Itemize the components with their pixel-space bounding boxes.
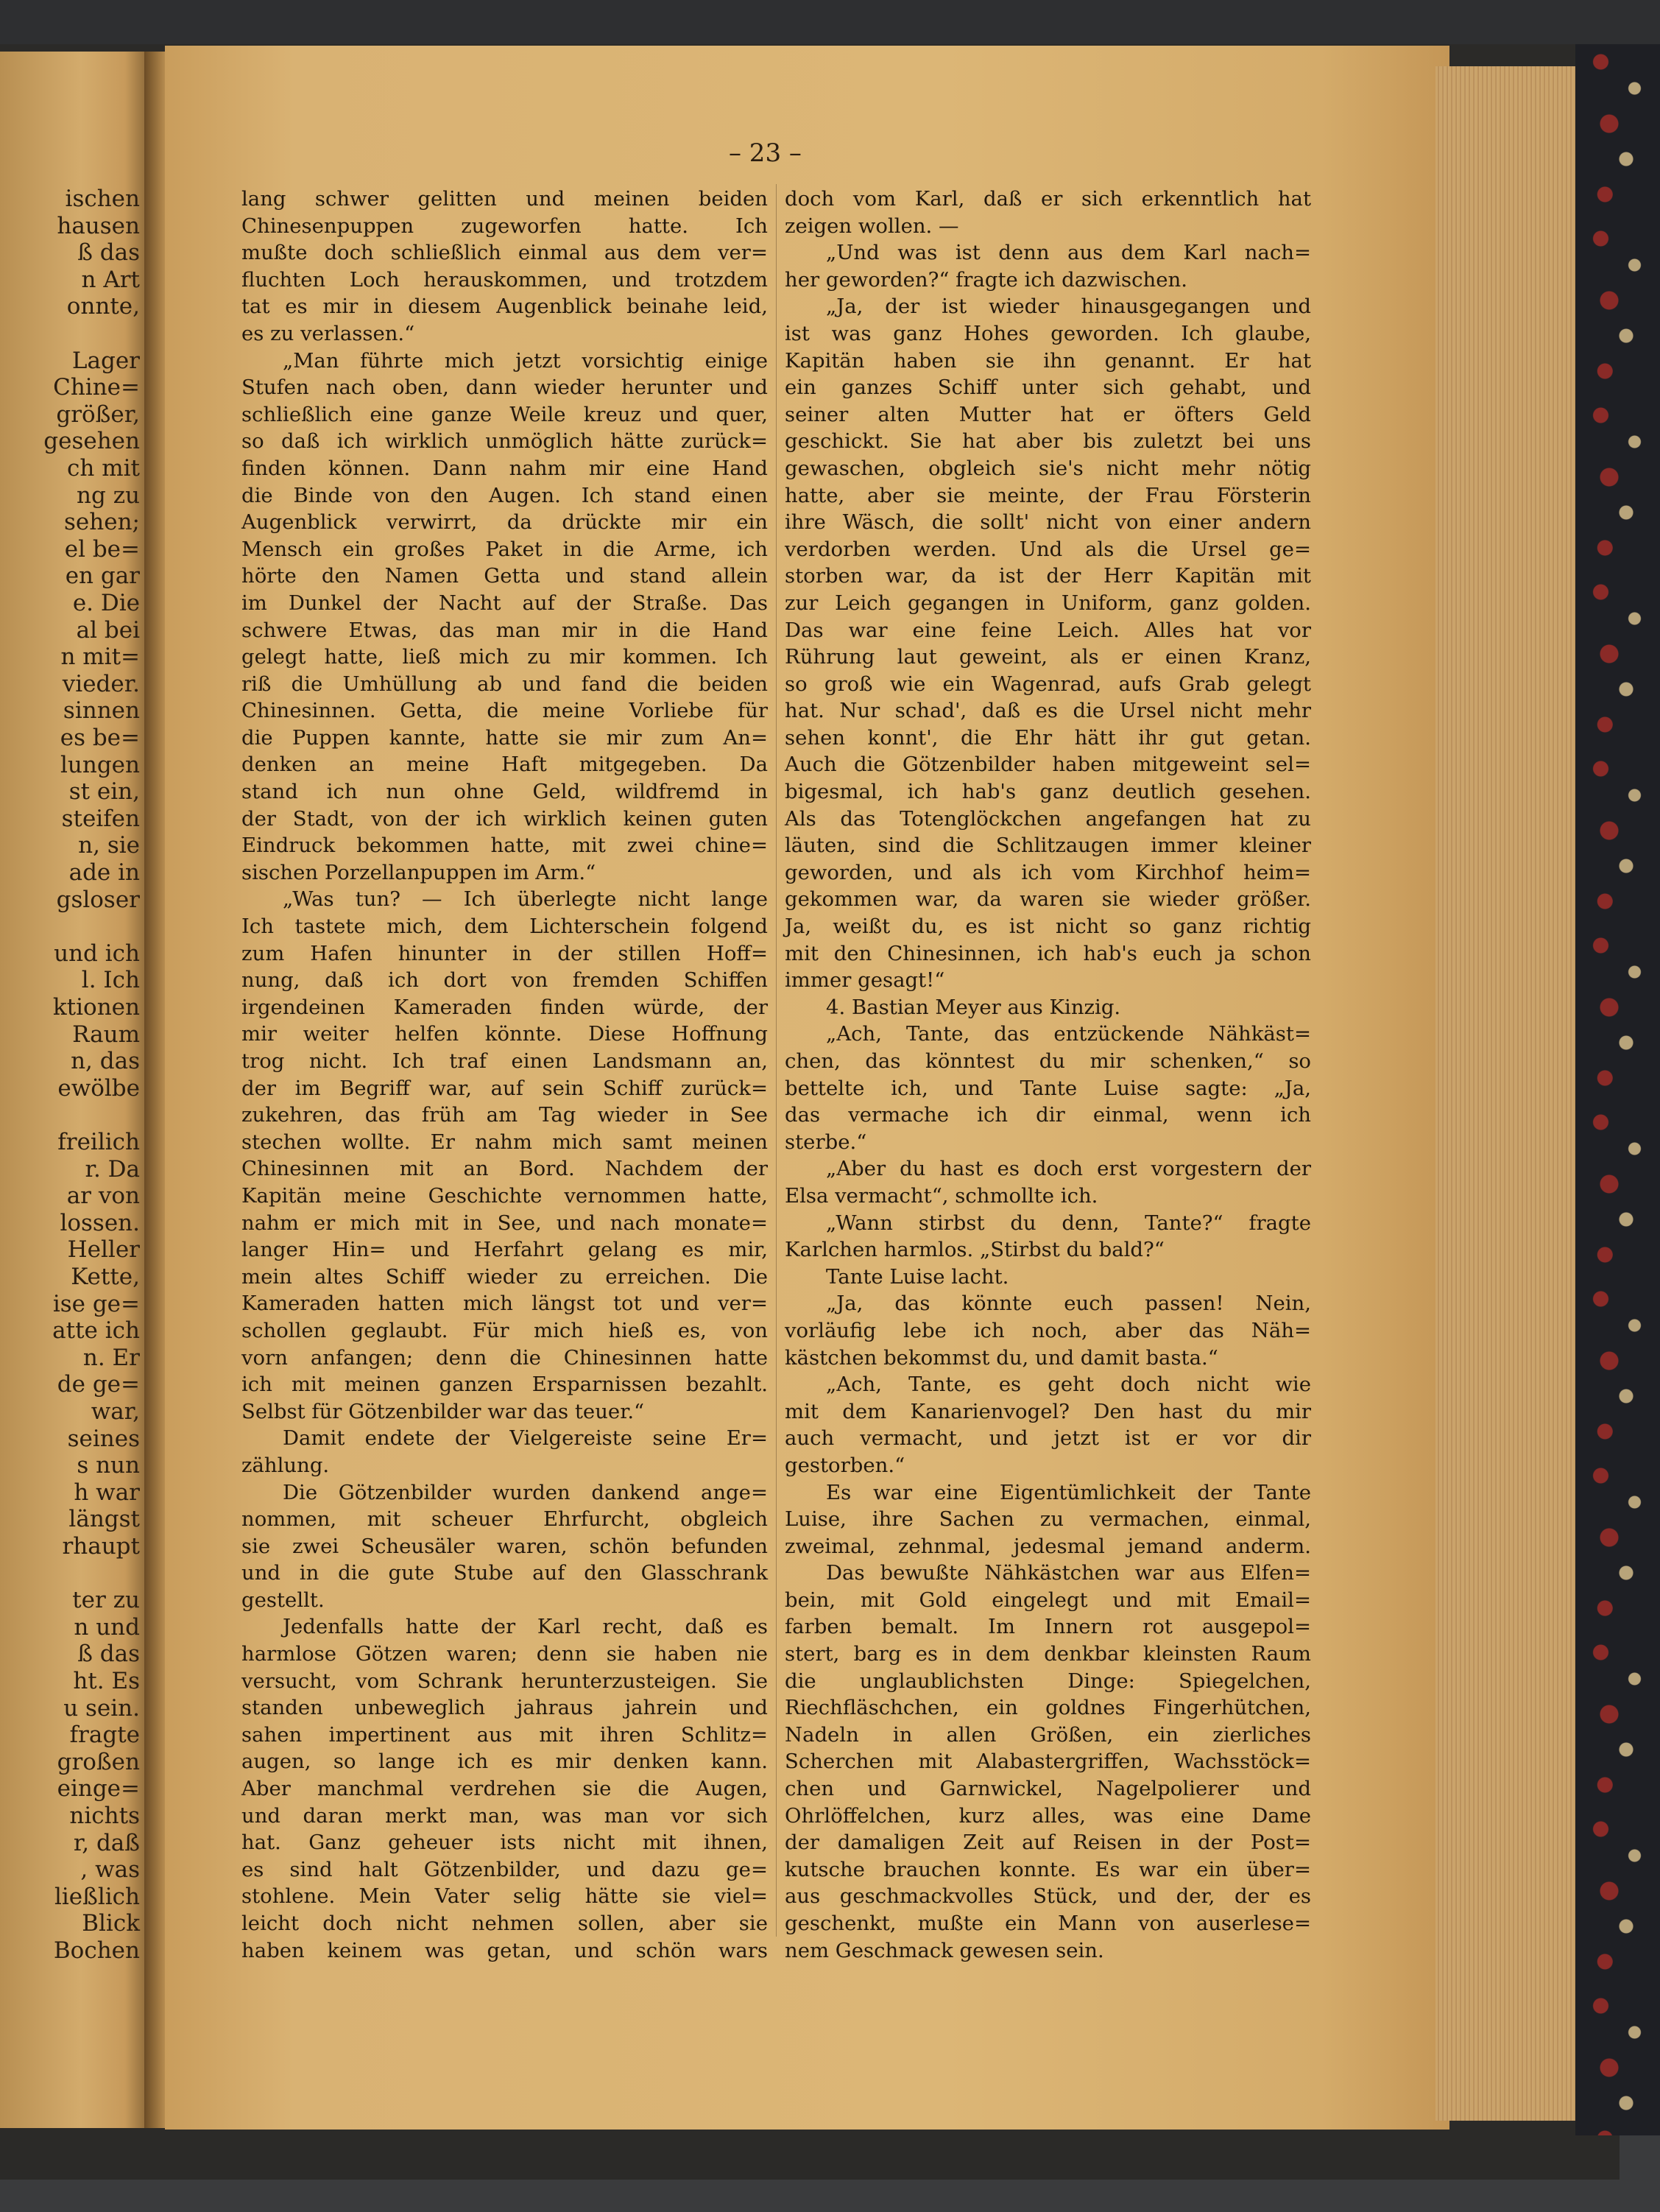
text-line: tat es mir in diesem Augenblick beinahe leid,	[241, 295, 768, 319]
text-line: „Was tun? — Ich überlegte nicht lange	[283, 887, 768, 912]
left-page-text-fragment: onnte,	[66, 293, 140, 320]
left-page-text-fragment: r. Da	[85, 1155, 140, 1183]
left-page-text-fragment: ließlich	[54, 1883, 140, 1910]
left-page-text-fragment: n, das	[71, 1048, 140, 1075]
left-page-text-fragment: , was	[80, 1856, 140, 1884]
text-line: haben keinem was getan, und schön wars	[241, 1938, 768, 1962]
left-page-text-fragment: s nun	[77, 1452, 140, 1479]
left-page-text-fragment: es be=	[60, 725, 140, 751]
text-line: Selbst für Götzenbilder war das teuer.“	[241, 1399, 645, 1423]
text-line: der Stadt, von der ich wirklich keinen guten	[241, 806, 768, 831]
text-line: mir weiter helfen könnte. Diese Hoffnung	[241, 1022, 768, 1046]
text-line: geworden, und als ich vom Kirchhof heim=	[785, 860, 1311, 884]
text-line: zweimal, zehnmal, jedesmal jemand anderm.	[785, 1534, 1311, 1558]
left-page-text-fragment: hausen	[57, 212, 140, 239]
left-page-text-fragment: längst	[68, 1506, 140, 1533]
text-line: „Ach, Tante, es geht doch nicht wie	[826, 1373, 1311, 1397]
text-line: schwere Etwas, das man mir in die Hand	[241, 618, 768, 642]
left-page-text-fragment: u sein.	[63, 1694, 140, 1722]
left-page-text-fragment: nichts	[69, 1803, 140, 1829]
text-line: mit dem Kanarienvogel? Den hast du mir	[785, 1399, 1311, 1423]
text-line: Scherchen mit Alabastergriffen, Wachsstöck=	[785, 1750, 1311, 1774]
text-line: zählung.	[241, 1453, 330, 1477]
left-page-text-fragment: ß das	[77, 1641, 140, 1668]
text-line: nommen, mit scheuer Ehrfurcht, obgleich	[241, 1507, 768, 1532]
text-line: Kapitän meine Geschichte vernommen hatte,	[241, 1183, 768, 1208]
text-column-right	[785, 186, 1311, 1964]
text-line: bein, mit Gold eingelegt und mit Email=	[785, 1588, 1311, 1612]
left-page-text-fragment: vieder.	[62, 670, 140, 697]
left-page-text-fragment: Kette,	[71, 1264, 140, 1290]
text-line: „Aber du hast es doch erst vorgestern der	[826, 1157, 1311, 1181]
left-page-text-fragment: sinnen	[63, 697, 140, 725]
text-line: gewaschen, obgleich sie's nicht mehr nötig	[785, 456, 1311, 480]
text-line: hörte den Namen Getta und stand allein	[241, 564, 768, 588]
text-line: nung, daß ich dort von fremden Schiffen	[241, 968, 768, 993]
text-line: Das bewußte Nähkästchen war aus Elfen=	[826, 1561, 1311, 1585]
text-line: Stufen nach oben, dann wieder herunter und	[241, 376, 768, 400]
text-line: „Ach, Tante, das entzückende Nähkäst=	[826, 1022, 1311, 1046]
text-line: Chinesenpuppen zugeworfen hatte. Ich	[241, 214, 768, 238]
text-line: langer Hin= und Herfahrt gelang es mir,	[241, 1238, 768, 1262]
text-line: doch vom Karl, daß er sich erkenntlich hat	[785, 187, 1311, 211]
left-page-text-fragment: war,	[91, 1398, 140, 1425]
left-page-text-fragment: ch mit	[67, 455, 140, 482]
left-page-edge	[0, 52, 147, 2128]
left-page-text-fragment: großen	[57, 1748, 140, 1775]
text-line: mein altes Schiff wieder zu erreichen. Die	[241, 1264, 768, 1289]
left-page-text-fragment: ar von	[66, 1183, 140, 1210]
text-line: Jedenfalls hatte der Karl recht, daß es	[283, 1615, 768, 1639]
text-line: Auch die Götzenbilder haben mitgeweint sel=	[785, 753, 1311, 777]
text-line: der damaligen Zeit auf Reisen in der Post=	[785, 1831, 1311, 1855]
text-line: „Wann stirbst du denn, Tante?“ fragte	[826, 1211, 1311, 1235]
text-line: Als das Totenglöckchen angefangen hat zu	[785, 806, 1311, 831]
text-line: fluchten Loch herauskommen, und trotzdem	[241, 267, 768, 292]
left-page-text-fragment: seines	[67, 1425, 140, 1452]
text-line: versucht, vom Schrank herunterzusteigen. Sie	[241, 1669, 768, 1693]
text-line: Die Götzenbilder wurden dankend ange=	[283, 1480, 768, 1504]
text-line: „Man führte mich jetzt vorsichtig einige	[283, 348, 768, 373]
text-line: Augenblick verwirrt, da drückte mir ein	[241, 510, 768, 535]
left-page-text-fragment: und ich	[54, 940, 140, 967]
text-line: Tante Luise lacht.	[826, 1264, 1009, 1289]
left-page-text-fragment: e. Die	[72, 590, 140, 616]
text-line: stohlene. Mein Vater selig hätte sie viel=	[241, 1884, 768, 1909]
text-line: Mensch ein großes Paket in die Arme, ich	[241, 537, 768, 561]
left-page-text-fragment: l. Ich	[81, 967, 140, 994]
text-line: Karlchen harmlos. „Stirbst du bald?“	[785, 1238, 1165, 1262]
text-line: die Puppen kannte, hatte sie mir zum An=	[241, 725, 768, 750]
text-line: hat. Nur schad', daß es die Ursel nicht mehr	[785, 699, 1311, 723]
text-line: lang schwer gelitten und meinen beiden	[241, 187, 768, 211]
text-line: bettelte ich, und Tante Luise sagte: „Ja,	[785, 1076, 1311, 1100]
text-line: Riechfläschchen, ein goldnes Fingerhütchen,	[785, 1696, 1311, 1720]
text-line: kutsche brauchen konnte. Es war ein über=	[785, 1857, 1311, 1881]
page-number: – 23 –	[729, 138, 802, 168]
text-line: riß die Umhüllung ab und fand die beiden	[241, 672, 768, 696]
text-line: Aber manchmal verdrehen sie die Augen,	[241, 1777, 768, 1801]
text-line: stert, barg es in dem denkbar kleinsten Raum	[785, 1642, 1311, 1666]
text-line: nahm er mich mit in See, und nach monate=	[241, 1211, 768, 1235]
text-line: nem Geschmack gewesen sein.	[785, 1938, 1104, 1962]
text-line: Chinesinnen mit an Bord. Nachdem der	[241, 1157, 768, 1181]
left-page-text-fragment: ng zu	[77, 482, 140, 509]
left-page-text-fragment: n. Er	[82, 1344, 140, 1371]
text-line: so groß wie ein Wagenrad, aufs Grab gelegt	[785, 672, 1311, 696]
text-line: Eindruck bekommen hatte, mit zwei chine=	[241, 834, 768, 858]
text-line: im Dunkel der Nacht auf der Straße. Das	[241, 591, 768, 615]
left-page-text-fragment: ade in	[68, 859, 140, 886]
left-page-text-fragment: h war	[74, 1479, 140, 1506]
left-page-text-fragment: gsloser	[56, 886, 140, 913]
left-page-text-fragment: sehen;	[64, 509, 140, 536]
text-line: mußte doch schließlich einmal aus dem ver=	[241, 241, 768, 265]
text-line: auch vermacht, und jetzt ist er vor dir	[785, 1426, 1311, 1451]
left-page-text-fragment: Heller	[67, 1236, 140, 1264]
left-page-text-fragment: gesehen	[43, 428, 140, 455]
text-line: vorn anfangen; denn die Chinesinnen hatte	[241, 1345, 768, 1370]
text-line: zeigen wollen. —	[785, 214, 959, 238]
text-line: und daran merkt man, was man vor sich	[241, 1803, 768, 1828]
marbled-cover-edge	[1575, 44, 1660, 2135]
left-page-text-fragment: de ge=	[57, 1371, 140, 1398]
text-line: Kapitän haben sie ihn genannt. Er hat	[785, 348, 1311, 373]
text-line: „Ja, der ist wieder hinausgegangen und	[826, 295, 1311, 319]
text-line: sahen impertinent aus mit ihren Schlitz=	[241, 1722, 768, 1747]
text-line: Luise, ihre Sachen zu vermachen, einmal,	[785, 1507, 1311, 1532]
left-page-text-fragment: el be=	[64, 535, 140, 563]
text-line: her geworden?“ fragte ich dazwischen.	[785, 267, 1187, 292]
left-page-text-fragment: freilich	[57, 1129, 140, 1155]
left-page-text-fragment: atte ich	[52, 1317, 140, 1345]
text-line: denken an meine Haft mitgegeben. Da	[241, 753, 768, 777]
left-page-text-fragment: ß das	[77, 239, 140, 267]
text-line: Ich tastete mich, dem Lichterschein folgend	[241, 915, 768, 939]
text-line: vorläufig lebe ich noch, aber das Näh=	[785, 1318, 1311, 1342]
text-line: mit den Chinesinnen, ich hab's euch ja schon	[785, 941, 1311, 965]
text-line: „Ja, das könnte euch passen! Nein,	[826, 1292, 1311, 1316]
page-fore-edge	[1435, 66, 1583, 2121]
text-line: und in die gute Stube auf den Glasschrank	[241, 1561, 768, 1585]
text-line: Rührung laut geweint, als er einen Kranz,	[785, 645, 1311, 669]
text-line: finden können. Dann nahm mir eine Hand	[241, 456, 768, 480]
text-line: zum Hafen hinunter in der stillen Hoff=	[241, 941, 768, 965]
text-line: storben war, da ist der Herr Kapitän mit	[785, 564, 1311, 588]
text-line: die Binde von den Augen. Ich stand einen	[241, 483, 768, 507]
text-line: sehen konnt', die Ehr hätt ihr gut getan.	[785, 725, 1311, 750]
left-page-text-fragment: lungen	[60, 751, 140, 778]
text-line: Chinesinnen. Getta, die meine Vorliebe für	[241, 699, 768, 723]
text-line: leicht doch nicht nehmen sollen, aber sie	[241, 1912, 768, 1935]
text-line: zur Leich gegangen in Uniform, ganz golden.	[785, 591, 1311, 615]
text-line: stand ich nun ohne Geld, wildfremd in	[241, 780, 768, 804]
text-line: immer gesagt!“	[785, 968, 945, 993]
text-line: ist was ganz Hohes geworden. Ich glaube,	[785, 321, 1311, 345]
text-line: geschickt. Sie hat aber bis zuletzt bei uns	[785, 429, 1311, 454]
text-line: harmlose Götzen waren; denn sie haben nie	[241, 1642, 768, 1666]
text-line: trog nicht. Ich traf einen Landsmann an,	[241, 1049, 768, 1073]
left-page-text-fragment: ht. Es	[73, 1668, 140, 1694]
text-line: gestellt.	[241, 1588, 325, 1612]
text-line: sischen Porzellanpuppen im Arm.“	[241, 860, 596, 884]
text-line: schließlich eine ganze Weile kreuz und quer,	[241, 402, 768, 426]
text-line: sie zwei Scheusäler waren, schön befunden	[241, 1534, 768, 1558]
column-divider	[776, 184, 777, 1937]
text-line: Ja, weißt du, es ist nicht so ganz richtig	[785, 915, 1311, 939]
left-page-text-fragment: n und	[74, 1613, 140, 1641]
text-line: geschenkt, mußte ein Mann von auserlese=	[785, 1912, 1311, 1935]
left-page-text-fragment: ischen	[65, 186, 140, 212]
left-page-text-fragment: ise ge=	[52, 1290, 140, 1317]
left-page-text-fragment: fragte	[69, 1722, 140, 1749]
left-page-text-fragment: ktionen	[52, 994, 140, 1021]
text-line: Nadeln in allen Größen, ein zierliches	[785, 1722, 1311, 1747]
text-line: hat. Ganz geheuer ists nicht mit ihnen,	[241, 1831, 768, 1855]
text-line: Das war eine feine Leich. Alles hat vor	[785, 618, 1311, 642]
text-line: Damit endete der Vielgereiste seine Er=	[283, 1426, 768, 1451]
text-line: sterbe.“	[785, 1130, 867, 1154]
left-page-text-fragment: r, daß	[73, 1829, 140, 1856]
left-page-text-fragment: lossen.	[60, 1209, 140, 1236]
text-line: „Und was ist denn aus dem Karl nach=	[826, 241, 1311, 265]
text-line: stechen wollte. Er nahm mich samt meinen	[241, 1130, 768, 1154]
text-line: ich mit meinen ganzen Ersparnissen bezahlt.	[241, 1373, 768, 1397]
text-line: kästchen bekommst du, und damit basta.“	[785, 1345, 1218, 1370]
left-page-text-fragment: n, sie	[78, 832, 140, 859]
text-line: der im Begriff war, auf sein Schiff zurück=	[241, 1076, 768, 1100]
left-page-text-fragment: größer,	[56, 401, 140, 428]
left-page-text-fragment: en gar	[65, 563, 140, 590]
left-page-text-fragment: Lager	[71, 347, 140, 374]
left-page-text-fragment: steifen	[61, 805, 140, 832]
text-line: farben bemalt. Im Innern rot ausgepol=	[785, 1615, 1311, 1639]
left-page-text-fragment: Chine=	[53, 374, 140, 401]
text-line: augen, so lange ich es mir denken kann.	[241, 1750, 768, 1774]
left-page-text-fragment: al bei	[76, 616, 140, 644]
text-line: verdorben werden. Und als die Ursel ge=	[785, 537, 1311, 561]
text-line: es sind halt Götzenbilder, und dazu ge=	[241, 1857, 768, 1881]
text-line: Ohrlöffelchen, kurz alles, was eine Dame	[785, 1803, 1311, 1828]
text-line: gelegt hatte, ließ mich zu mir kommen. Ich	[241, 645, 768, 669]
text-line: gestorben.“	[785, 1453, 905, 1477]
text-line: ein ganzes Schiff unter sich gehabt, und	[785, 376, 1311, 400]
left-page-text-fragment: n mit=	[60, 644, 140, 671]
left-page-text-fragment: Bochen	[53, 1937, 140, 1964]
text-line: schollen geglaubt. Für mich hieß es, von	[241, 1318, 768, 1342]
text-line: seiner alten Mutter hat er öfters Geld	[785, 402, 1311, 426]
text-line: gekommen war, da waren sie wieder größer.	[785, 887, 1311, 912]
left-page-text-fragment: Raum	[72, 1021, 140, 1048]
text-line: so daß ich wirklich unmöglich hätte zurück=	[241, 429, 768, 454]
text-line: aus geschmackvolles Stück, und der, der es	[785, 1884, 1311, 1909]
left-page-text-fragment: Blick	[82, 1910, 140, 1937]
text-line: ihre Wäsch, die sollt' nicht von einer andern	[785, 510, 1311, 535]
left-page-text-fragment: n Art	[81, 266, 140, 293]
text-line: es zu verlassen.“	[241, 321, 415, 345]
left-page-text-fragment: ewölbe	[57, 1074, 140, 1102]
text-line: Elsa vermacht“, schmollte ich.	[785, 1183, 1098, 1208]
text-line: 4. Bastian Meyer aus Kinzig.	[826, 995, 1121, 1019]
text-line: chen, das könntest du mir schenken,“ so	[785, 1049, 1311, 1073]
text-line: die unglaublichsten Dinge: Spiegelchen,	[785, 1669, 1311, 1693]
text-line: Kameraden hatten mich längst tot und ver=	[241, 1292, 768, 1316]
left-page-text-fragment: einge=	[57, 1775, 140, 1803]
text-line: standen unbeweglich jahraus jahrein und	[241, 1696, 768, 1720]
text-line: Es war eine Eigentümlichkeit der Tante	[826, 1480, 1311, 1504]
text-line: das vermache ich dir einmal, wenn ich	[785, 1103, 1311, 1127]
text-line: irgendeinen Kameraden finden würde, der	[241, 995, 768, 1019]
text-column-left	[241, 186, 768, 1964]
left-page-text-fragment: ter zu	[72, 1587, 140, 1614]
text-line: bigesmal, ich hab's ganz deutlich gesehen.	[785, 780, 1311, 804]
text-line: chen und Garnwickel, Nagelpolierer und	[785, 1777, 1311, 1801]
text-line: läuten, sind die Schlitzaugen immer kleiner	[785, 834, 1311, 858]
left-page-text-fragment: st ein,	[68, 778, 140, 806]
text-line: zukehren, das früh am Tag wieder in See	[241, 1103, 768, 1127]
text-line: hatte, aber sie meinte, der Frau Försterin	[785, 483, 1311, 507]
left-page-text-fragment: rhaupt	[62, 1533, 140, 1560]
